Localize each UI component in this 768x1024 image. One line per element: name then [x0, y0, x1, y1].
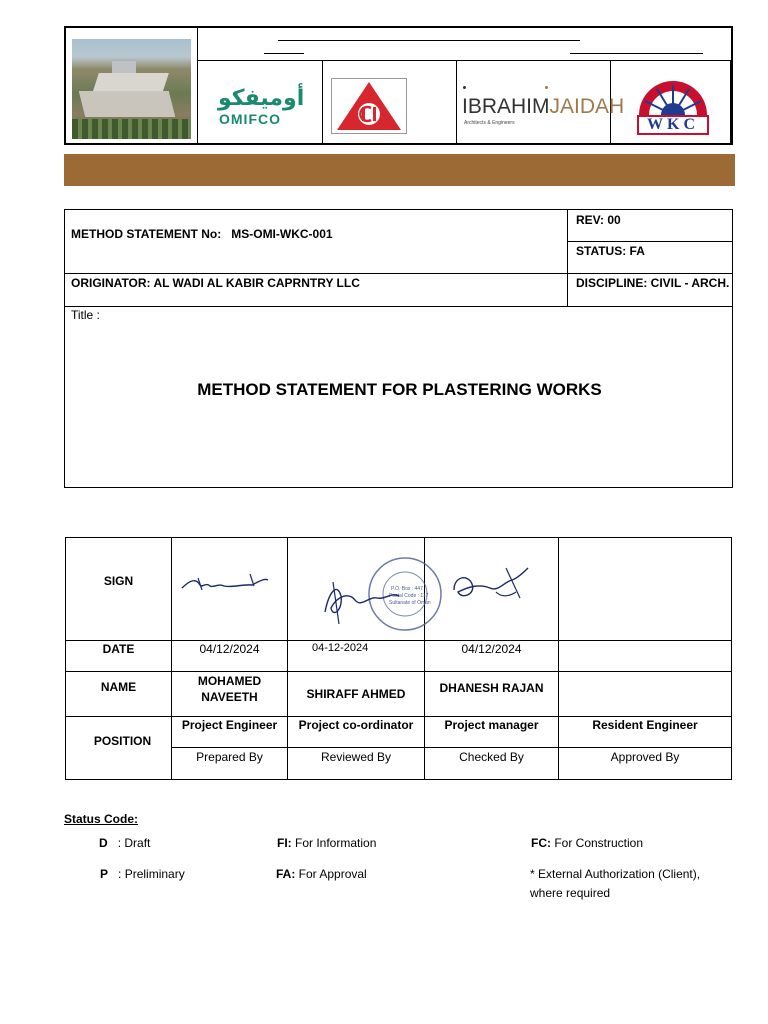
header-logo-table	[64, 26, 733, 145]
wkc-logo	[611, 61, 731, 143]
originator-value: ORIGINATOR: AL WADI AL KABIR CAPRNTRY LLC	[71, 276, 360, 290]
discipline-value: DISCIPLINE: CIVIL - ARCH.	[576, 276, 730, 290]
omifco-logo-english: OMIFCO	[219, 111, 281, 127]
date-checked: 04/12/2024	[461, 642, 522, 656]
name-row-label: NAME	[100, 680, 137, 694]
status-code-for-information: FI: For Information	[277, 836, 377, 850]
status-code-external-authorization: * External Authorization (Client),	[530, 867, 701, 881]
brown-divider-band	[64, 154, 735, 186]
wkc-logo-text: WKC	[637, 115, 709, 135]
ici-triangle-icon	[335, 80, 403, 132]
role-prepared-by: Prepared By	[196, 750, 263, 764]
signoff-table	[65, 537, 732, 780]
method-statement-info-table	[64, 209, 733, 488]
position-checked: Project manager	[444, 718, 539, 732]
ij-logo-subtitle: Architects & Engineers	[464, 120, 515, 126]
name-prepared: MOHAMED NAVEETH	[197, 674, 262, 704]
date-prepared: 04/12/2024	[199, 642, 260, 656]
name-checked: DHANESH RAJAN	[439, 681, 544, 695]
omifco-logo	[198, 61, 323, 143]
document-title: METHOD STATEMENT FOR PLASTERING WORKS	[197, 380, 602, 399]
omifco-logo-arabic: أوميفكو	[218, 85, 305, 110]
status-code-draft: D : Draft	[99, 836, 151, 850]
revision-value: REV: 00	[576, 213, 621, 227]
date-reviewed: 04-12-2024	[312, 642, 369, 654]
status-code-external-authorization-cont: where required	[530, 886, 611, 900]
role-checked-by: Checked By	[459, 750, 524, 764]
svg-text:Postal Code : 117: Postal Code : 117	[389, 593, 429, 599]
svg-text:P.O. Box : 447: P.O. Box : 447	[391, 586, 423, 592]
status-code-preliminary: P : Preliminary	[100, 867, 185, 881]
sign-row-label: SIGN	[103, 574, 134, 588]
status-code-title: Status Code:	[64, 812, 139, 826]
project-building-photo	[72, 39, 191, 139]
signature-prepared-by	[180, 568, 275, 594]
position-prepared: Project Engineer	[181, 718, 278, 732]
status-code-for-construction: FC: For Construction	[531, 836, 644, 850]
signature-checked-by	[450, 562, 532, 606]
method-number-label: METHOD STATEMENT No:	[71, 227, 222, 241]
title-label: Title :	[71, 308, 100, 322]
ij-logo-part1: IBRAHIM	[462, 95, 550, 118]
position-reviewed: Project co-ordinator	[298, 718, 414, 732]
project-photo-cell	[66, 28, 198, 143]
header-blank-row	[198, 28, 731, 61]
method-number-value: MS-OMI-WKC-001	[231, 227, 333, 241]
position-approved: Resident Engineer	[592, 718, 698, 732]
name-reviewed: SHIRAFF AHMED	[306, 687, 406, 701]
ici-logo	[323, 61, 457, 143]
wkc-fan-icon	[635, 81, 711, 117]
ibrahim-jaidah-logo	[457, 61, 625, 143]
svg-text:Sultanate of Oman: Sultanate of Oman	[389, 600, 431, 606]
role-approved-by: Approved By	[610, 750, 680, 764]
status-code-for-approval: FA: For Approval	[276, 867, 367, 881]
signature-reviewed-by-with-stamp	[319, 552, 454, 634]
date-row-label: DATE	[102, 642, 135, 656]
ij-logo-part2: JAIDAH	[549, 95, 625, 118]
position-row-label: POSITION	[93, 734, 152, 748]
role-reviewed-by: Reviewed By	[320, 750, 392, 764]
status-value: STATUS: FA	[576, 244, 645, 258]
